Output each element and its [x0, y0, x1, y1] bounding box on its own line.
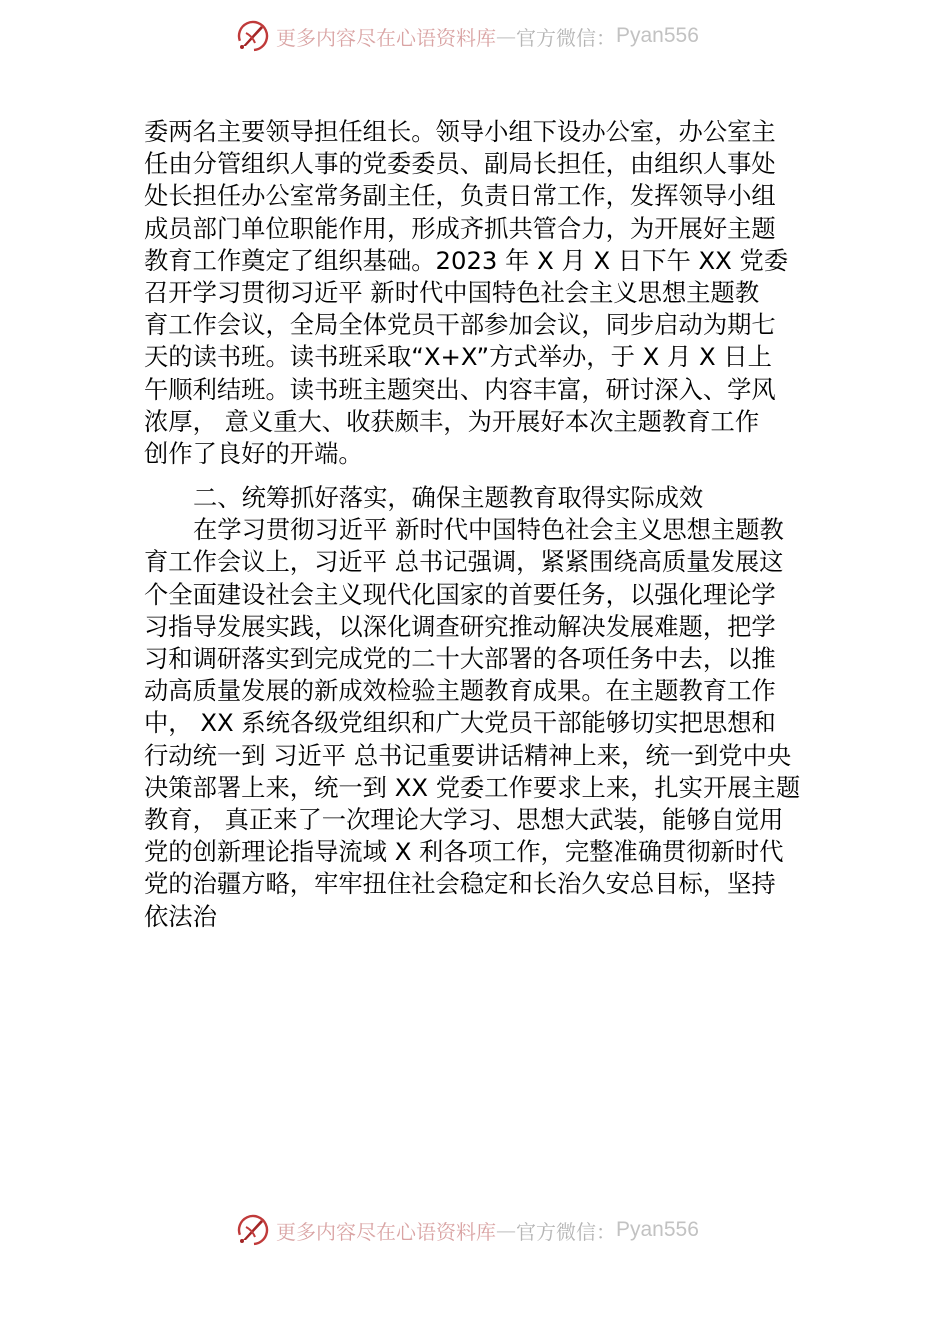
body-line: 教育工作奠定了组织基础。2023 年 X 月 X 日下午 XX 党委 [144, 245, 789, 275]
body-line: 成员部门单位职能作用，形成齐抓共管合力，为开展好主题 [144, 213, 776, 243]
watermark-brand-text: 更多内容尽在心语资料库 [276, 1219, 496, 1244]
body-line: 行动统一到 习近平 总书记重要讲话精神上来，统一到党中央 [144, 740, 792, 770]
watermark-wechat-label: 官方微信： [516, 1219, 616, 1244]
body-line: 浓厚， 意义重大、收获颇丰，为开展好本次主题教育工作 [144, 406, 760, 436]
watermark-separator: — [496, 1218, 516, 1242]
quill-logo-icon [236, 19, 270, 53]
body-line: 习指导发展实践，以深化调查研究推动解决发展难题，把学 [144, 611, 776, 641]
body-line: 动高质量发展的新成效检验主题教育成果。在主题教育工作 [144, 676, 776, 706]
watermark-brand-text: 更多内容尽在心语资料库 [276, 25, 496, 50]
section-heading: 二、统筹抓好落实，确保主题教育取得实际成效 [193, 483, 704, 513]
body-line: 依法治 [144, 901, 217, 931]
watermark-separator: — [496, 24, 516, 48]
body-line: 决策部署上来，统一到 XX 党委工作要求上来，扎实开展主题 [144, 772, 801, 802]
body-line: 习和调研落实到完成党的二十大部署的各项任务中去，以推 [144, 644, 776, 673]
body-line: 个全面建设社会主义现代化国家的首要任务，以强化理论学 [144, 579, 776, 609]
quill-logo-icon [236, 1213, 270, 1247]
header-watermark [236, 16, 699, 56]
body-line: 在学习贯彻习近平 新时代中国特色社会主义思想主题教 [193, 515, 784, 545]
body-line: 党的治疆方略，牢牢扭住社会稳定和长治久安总目标，坚持 [144, 869, 776, 899]
body-line: 育工作会议，全局全体党员干部参加会议，同步启动为期七 [144, 310, 776, 340]
body-line: 创作了良好的开端。 [144, 438, 363, 468]
body-line: 午顺利结班。读书班主题突出、内容丰富，研讨深入、学风 [144, 374, 776, 404]
watermark-wechat-id: Pyan556 [616, 1218, 699, 1241]
body-line: 中， XX 系统各级党组织和广大党员干部能够切实把思想和 [144, 708, 776, 738]
footer-watermark [236, 1210, 699, 1250]
body-line: 天的读书班。读书班采取“X+X”方式举办，于 X 月 X 日上 [144, 342, 772, 372]
body-line: 召开学习贯彻习近平 新时代中国特色社会主义思想主题教 [144, 277, 760, 307]
body-line: 党的创新理论指导流域 X 利各项工作，完整准确贯彻新时代 [144, 837, 784, 867]
watermark-wechat-label: 官方微信： [516, 25, 616, 50]
body-line: 处长担任办公室常务副主任，负责日常工作，发挥领导小组 [144, 181, 776, 211]
watermark-wechat-id: Pyan556 [616, 24, 699, 47]
body-line: 教育， 真正来了一次理论大学习、思想大武装，能够自觉用 [144, 804, 784, 834]
body-line: 育工作会议上，习近平 总书记强调，紧紧围绕高质量发展这 [144, 547, 784, 577]
document-body [144, 116, 834, 933]
body-line: 任由分管组织人事的党委委员、副局长担任，由组织人事处 [144, 149, 776, 179]
body-line: 委两名主要领导担任组长。领导小组下设办公室，办公室主 [144, 117, 776, 146]
